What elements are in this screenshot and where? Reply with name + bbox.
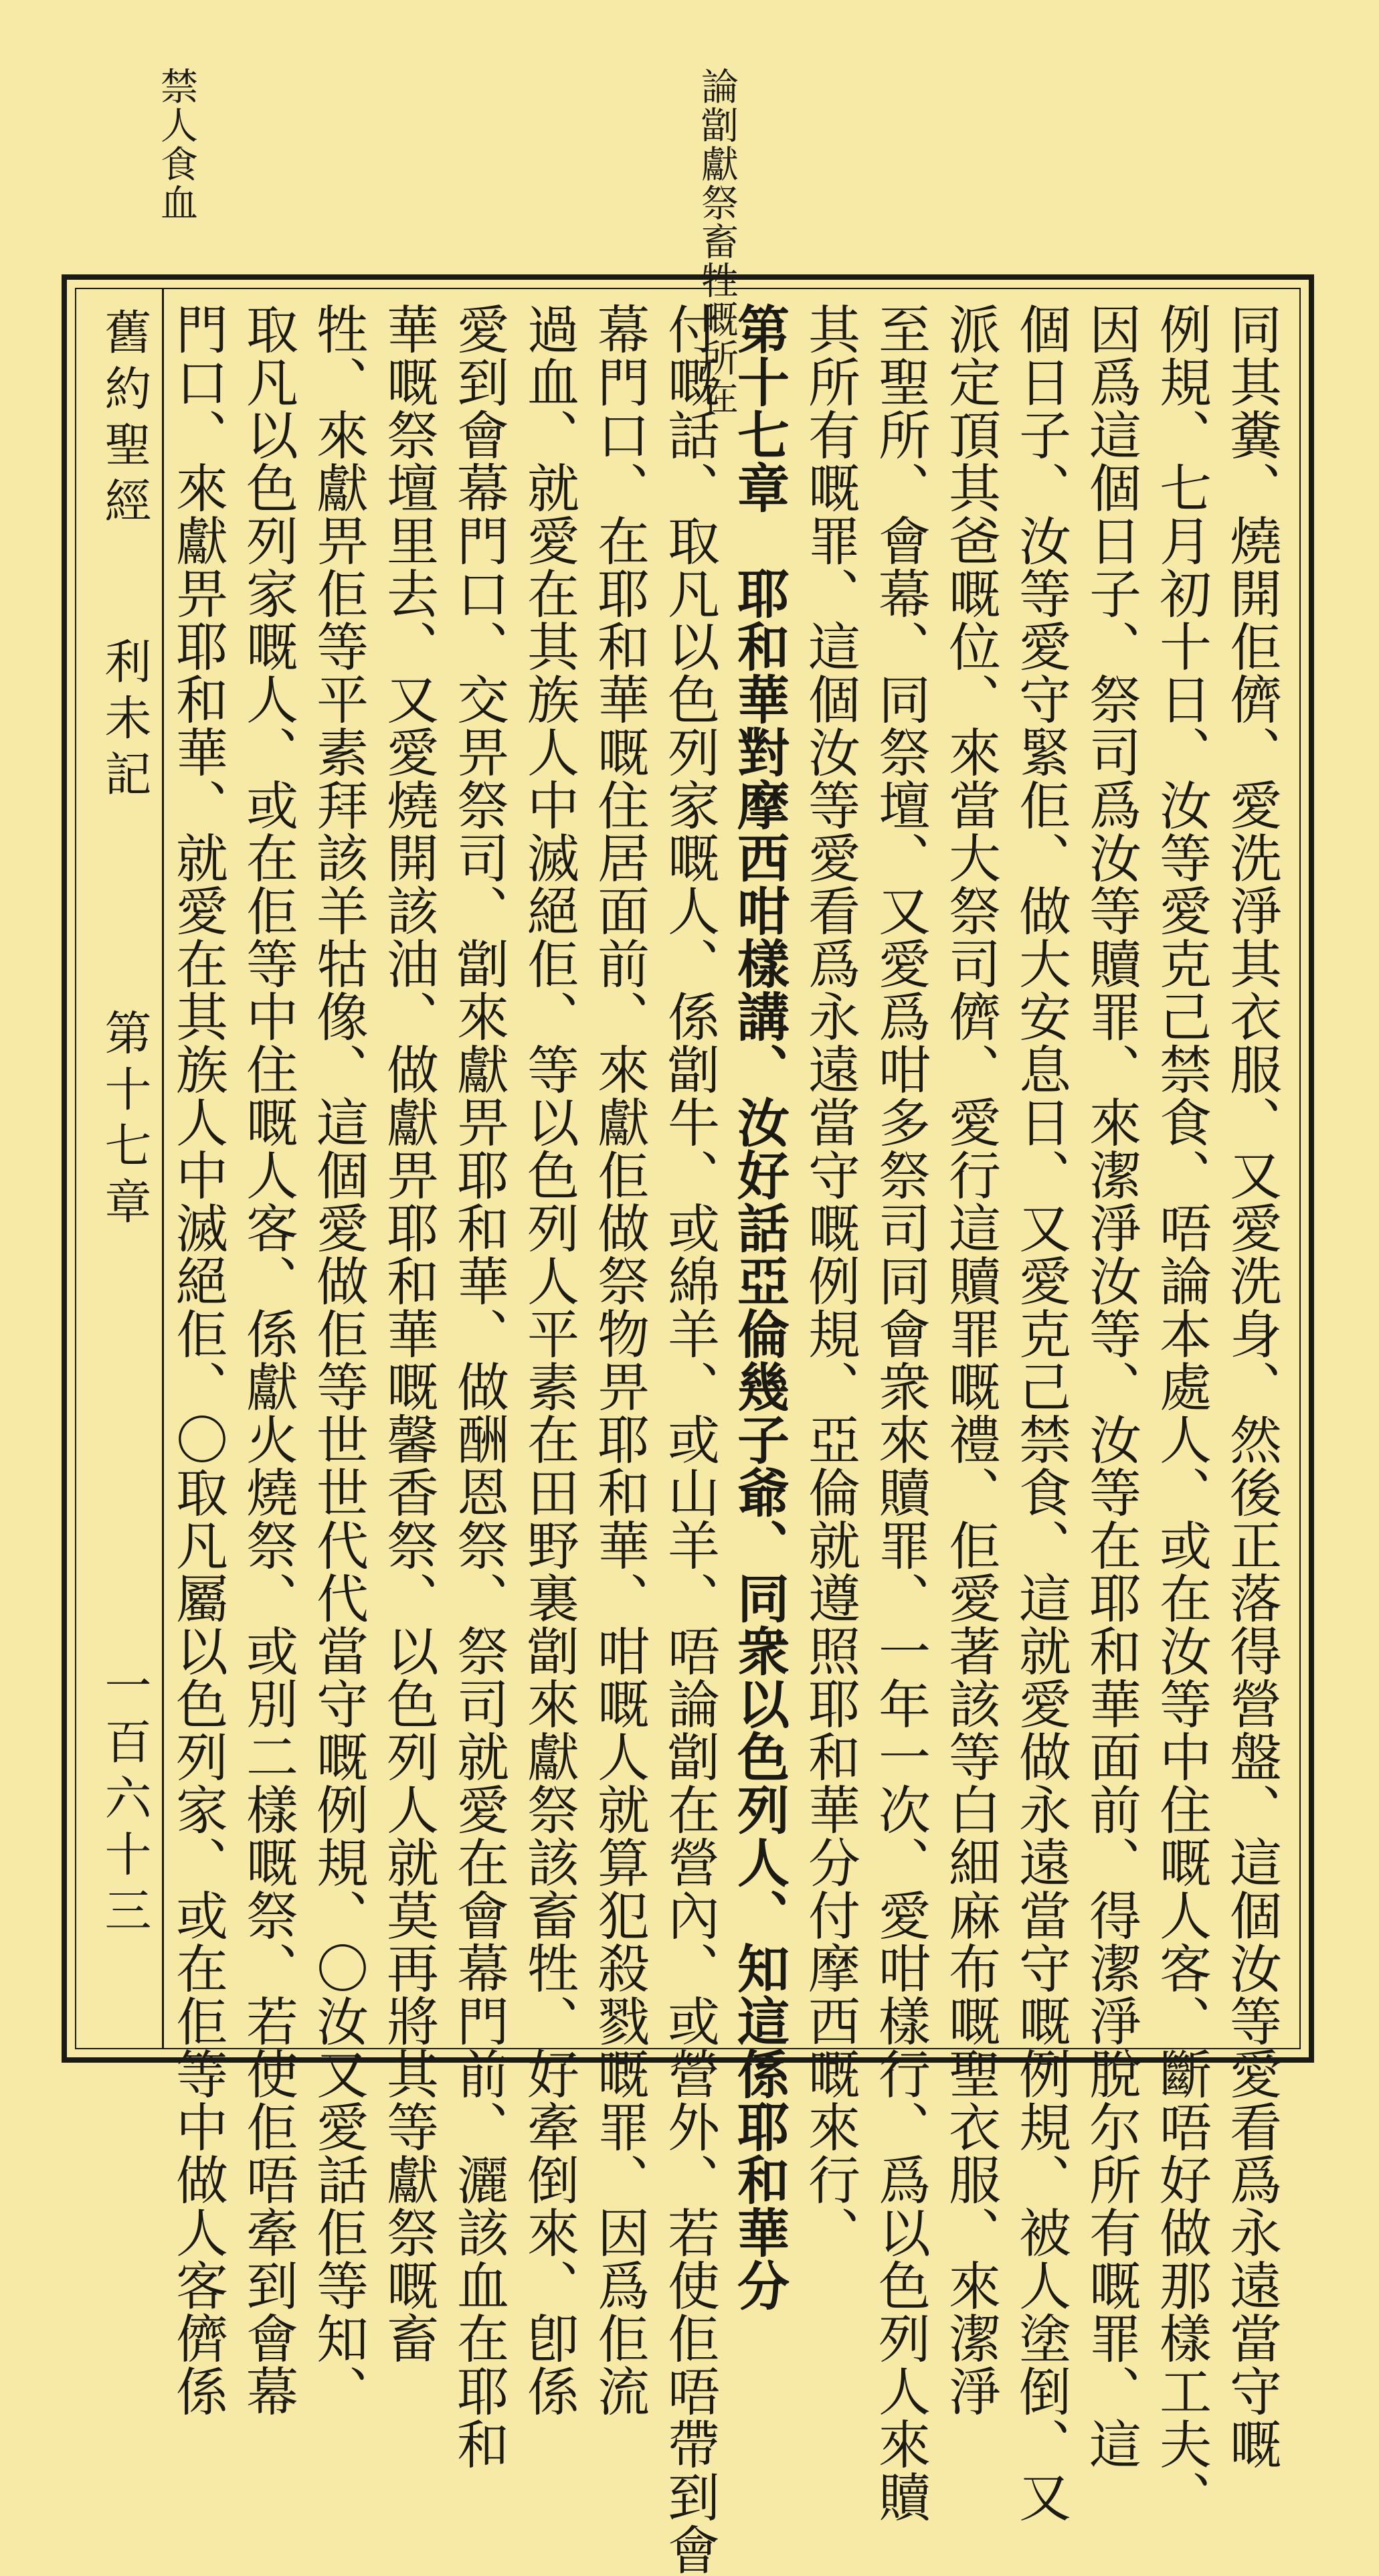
running-header — [76, 289, 164, 2048]
text-column: 付嘅話、取凡以色列家嘅人、係劏牛、或綿羊、或山羊、唔論劏在營內、或營外、若使佢唔帶到會 — [659, 303, 719, 2576]
page-frame-inner — [75, 288, 1301, 2576]
text-column: 幕門口、在耶和華嘅住居面前、來獻佢做祭物畀耶和華、咁嘅人就算犯殺戮嘅罪、因爲佢流 — [589, 303, 649, 2417]
margin-note-text: 論劏獻祭畜牲嘅所在 — [695, 67, 739, 416]
margin-note-blood — [155, 67, 197, 222]
text-column: 例規、七月初十日、汝等愛克己禁食、唔論本處人、或在汝等中住嘅人客、斷唔好做那樣工夫、 — [1151, 303, 1211, 2523]
header-volume-title: 利未記 — [97, 637, 152, 806]
text-column: 個日子、汝等愛守緊佢、做大安息日、又愛克己禁食、這就愛做永遠當守嘅例規、被人塗倒、又 — [1010, 303, 1071, 2523]
header-chapter: 第十七章 — [97, 1009, 152, 1233]
text-column: 其所有嘅罪、這個汝等愛看爲永遠當守嘅例規、亞倫就遵照耶和華分付摩西嘅來行、 — [800, 303, 860, 2259]
text-column: 同其糞、燒開佢儕、愛洗淨其衣服、又愛洗身、然後正落得營盤、這個汝等愛看爲永遠當守嘅 — [1221, 303, 1281, 2470]
margin-note-text: 禁人食血 — [155, 67, 198, 222]
text-column: 牲、來獻畀佢等平素拜該羊牯像、這個愛做佢等世世代代當守嘅例規、〇汝又愛話佢等知、 — [308, 303, 368, 2417]
text-column: 因爲這個日子、祭司爲汝等贖罪、來潔淨汝等、汝等在耶和華面前、得潔淨脫尔所有嘅罪、這 — [1081, 303, 1141, 2470]
text-column: 派定頂其爸嘅位、來當大祭司儕、愛行這贖罪嘅禮、佢愛著該等白細麻布嘅聖衣服、來潔淨 — [940, 303, 1000, 2417]
text-column: 過血、就愛在其族人中滅絕佢、等以色列人平素在田野裏劏來獻祭該畜牲、好牽倒來、卽係 — [519, 303, 579, 2417]
text-column: 華嘅祭壇里去、又愛燒開該油、做獻畀耶和華嘅馨香祭、以色列人就莫再將其等獻祭嘅畜 — [378, 303, 438, 2365]
header-page-number: 一百六十三 — [97, 1661, 152, 1942]
page-frame — [62, 274, 1314, 2576]
text-column: 愛到會幕門口、交畀祭司、劏來獻畀耶和華、做酬恩祭、祭司就愛在會幕門前、灑該血在耶和 — [448, 303, 509, 2470]
text-column: 至聖所、會幕、同祭壇、又愛爲咁多祭司同會衆來贖罪、一年一次、愛咁樣行、爲以色列人來贖 — [870, 303, 930, 2523]
chapter-heading-column: 第十七章 耶和華對摩西咁樣講、汝好話亞倫幾子爺、同衆以色列人、知這係耶和華分 — [729, 303, 790, 2312]
scripture-body — [167, 303, 1286, 2576]
header-book-title: 舊約聖經 — [97, 308, 152, 533]
text-column: 門口、來獻畀耶和華、就愛在其族人中滅絕佢、〇取凡屬以色列家、或在佢等中做人客儕係 — [167, 303, 227, 2417]
text-column: 取凡以色列家嘅人、或在佢等中住嘅人客、係獻火燒祭、或別二樣嘅祭、若使佢唔牽到會幕 — [238, 303, 298, 2417]
